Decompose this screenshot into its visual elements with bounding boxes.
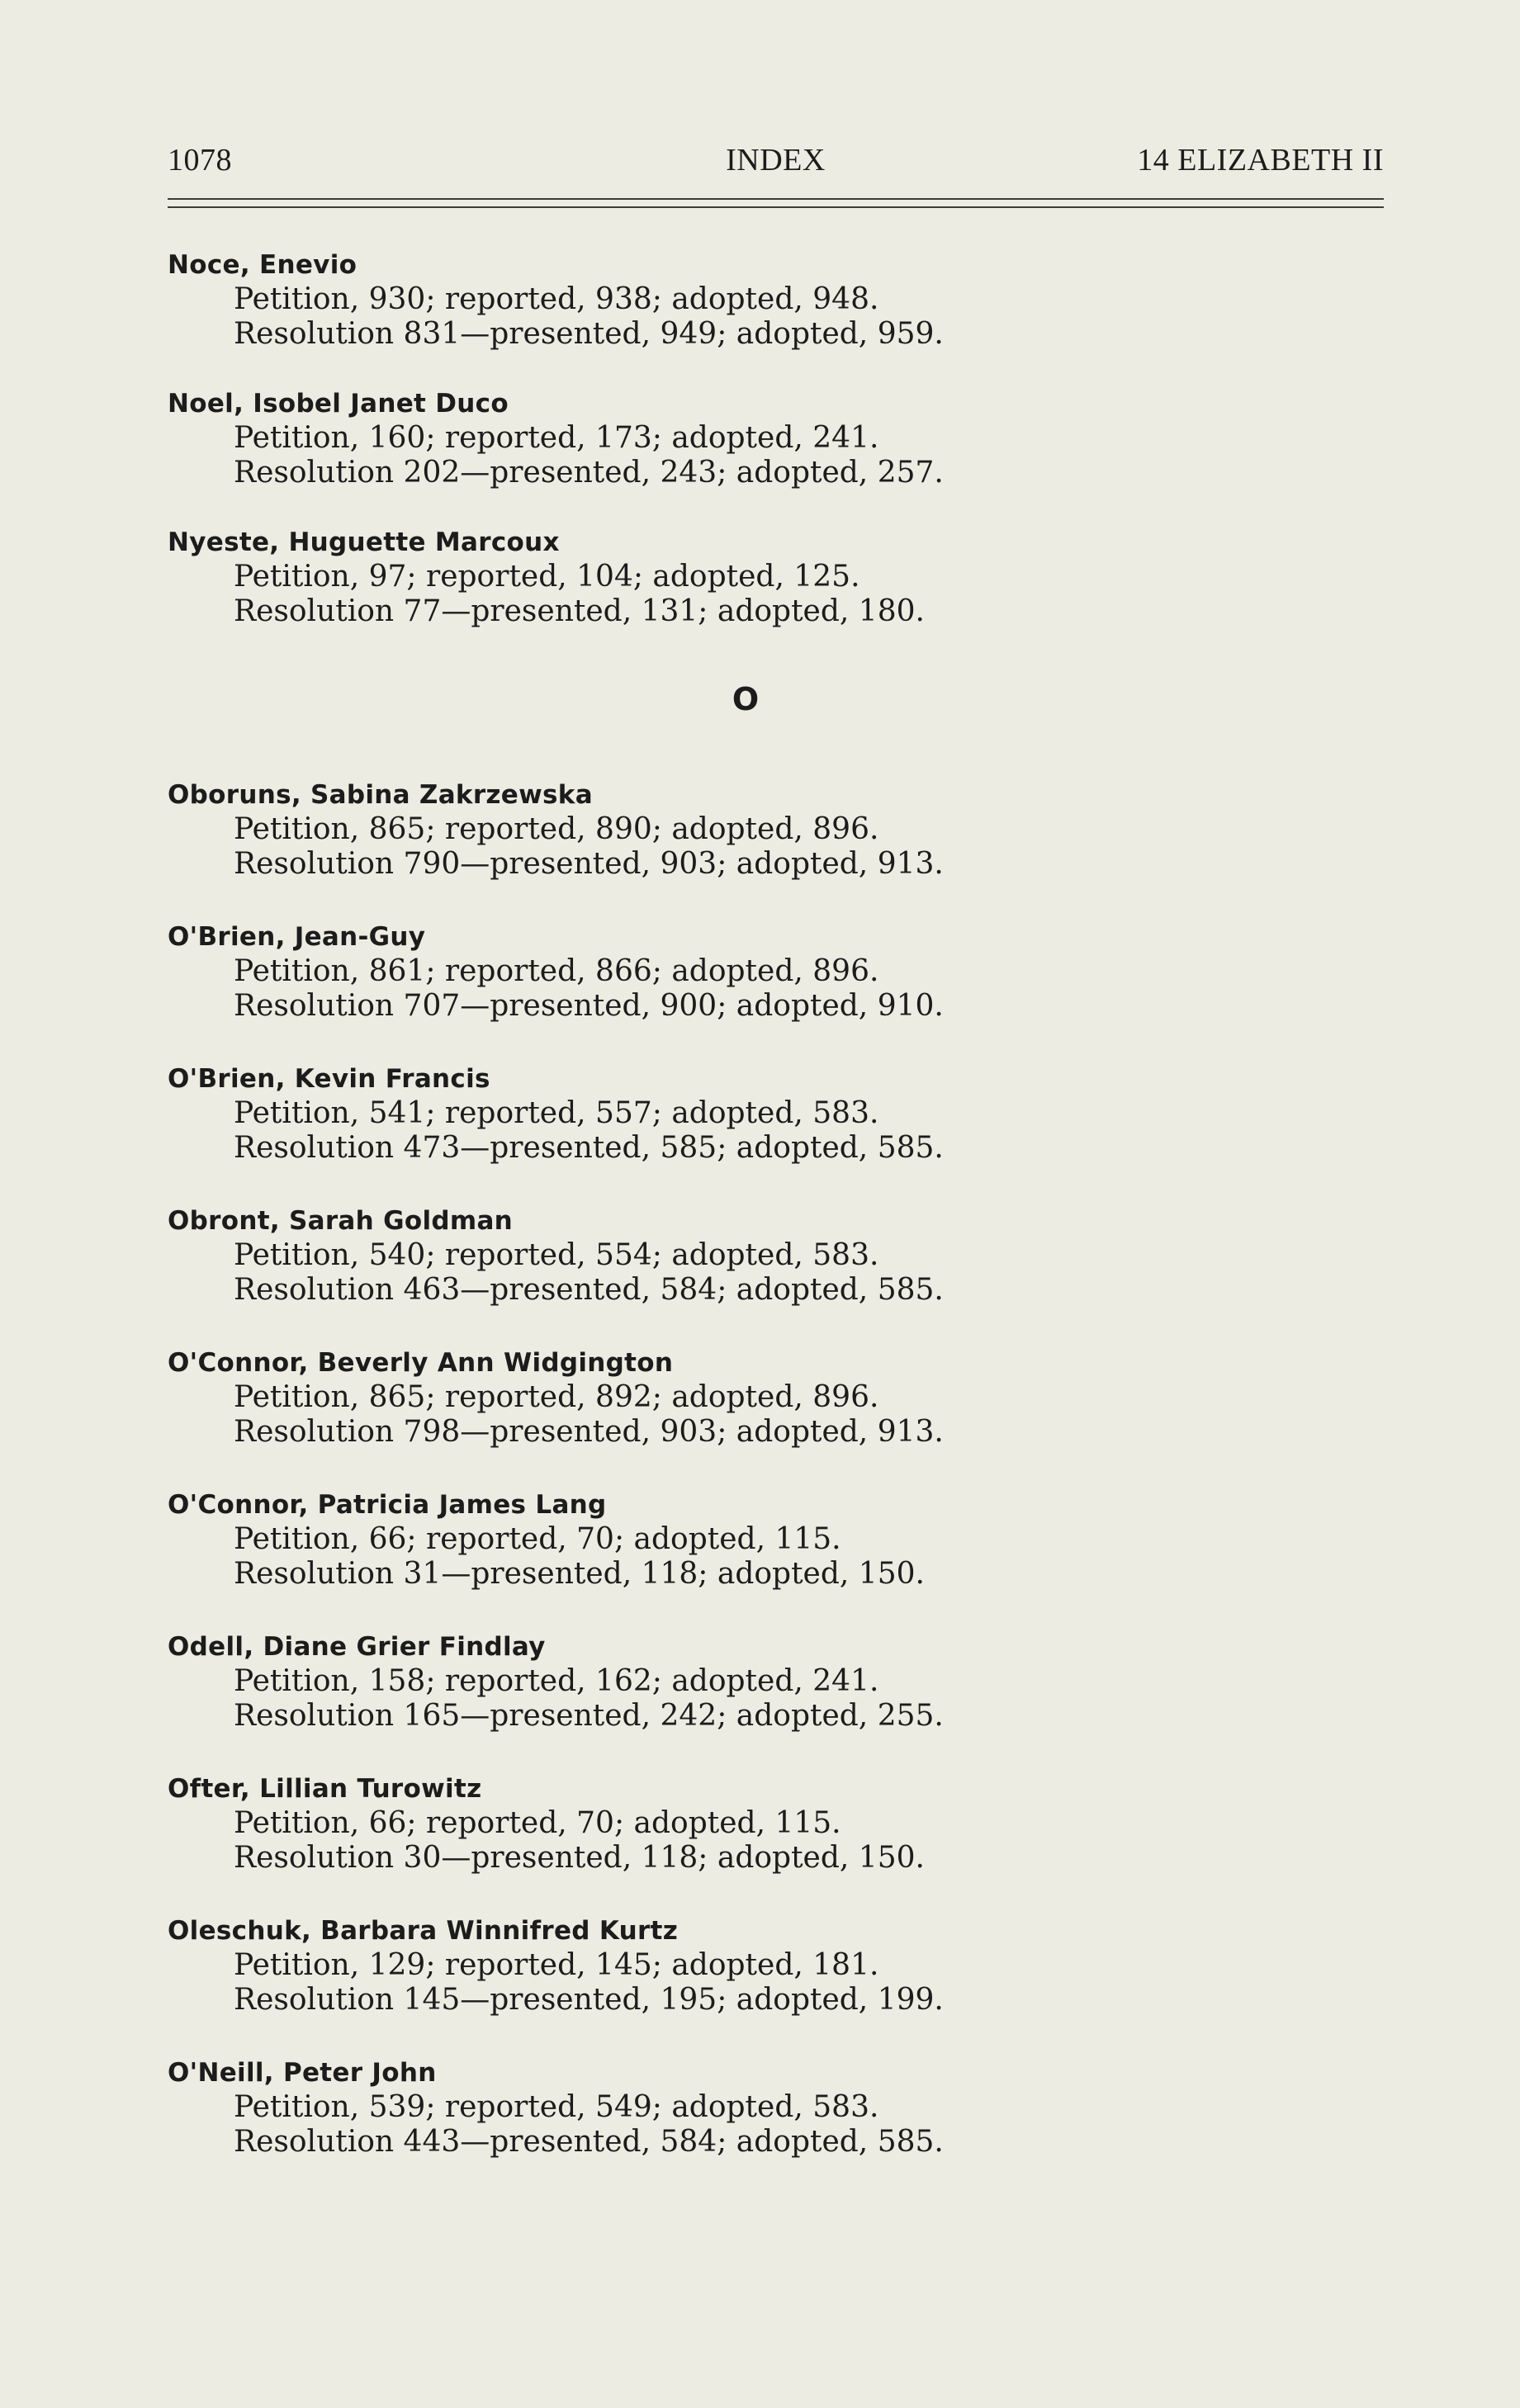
entry-name: Odell, Diane Grier Findlay <box>168 1632 546 1662</box>
entry-petition: Petition, 865; reported, 890; adopted, 896. <box>234 812 879 846</box>
entry-name: Oleschuk, Barbara Winnifred Kurtz <box>168 1916 679 1946</box>
entry-name: Ofter, Lillian Turowitz <box>168 1774 482 1804</box>
entry-petition: Petition, 930; reported, 938; adopted, 948. <box>234 282 879 316</box>
entry-name: O'Brien, Jean-Guy <box>168 922 426 952</box>
page-number: 1078 <box>168 143 232 177</box>
entry-petition: Petition, 539; reported, 549; adopted, 583. <box>234 2090 879 2124</box>
entry-resolution: Resolution 77—presented, 131; adopted, 180. <box>234 594 925 628</box>
entry-name: O'Neill, Peter John <box>168 2058 437 2088</box>
index-entries <box>168 248 1323 2160</box>
entry-name: O'Connor, Beverly Ann Widgington <box>168 1348 674 1378</box>
entry-resolution: Resolution 30—presented, 118; adopted, 150. <box>234 1841 925 1875</box>
entry-name: Noel, Isobel Janet Duco <box>168 389 509 419</box>
entry-resolution: Resolution 798—presented, 903; adopted, 913. <box>234 1415 944 1449</box>
entry-name: O'Brien, Kevin Francis <box>168 1064 490 1094</box>
index-entry <box>168 920 1323 1024</box>
entry-resolution: Resolution 31—presented, 118; adopted, 150. <box>234 1557 925 1591</box>
entry-petition: Petition, 97; reported, 104; adopted, 125. <box>234 560 860 594</box>
page-header <box>168 142 1384 183</box>
section-letter-heading: O <box>732 681 760 717</box>
entry-petition: Petition, 66; reported, 70; adopted, 115. <box>234 1522 841 1556</box>
entry-petition: Petition, 540; reported, 554; adopted, 583. <box>234 1238 879 1272</box>
header-double-rule <box>168 198 1384 208</box>
entry-petition: Petition, 66; reported, 70; adopted, 115. <box>234 1806 841 1840</box>
entry-resolution: Resolution 165—presented, 242; adopted, 255. <box>234 1699 944 1733</box>
index-entry <box>168 1914 1323 2018</box>
entry-resolution: Resolution 443—presented, 584; adopted, 585. <box>234 2125 944 2159</box>
index-entry <box>168 1630 1323 1734</box>
entry-name: Nyeste, Huguette Marcoux <box>168 527 560 557</box>
entry-resolution: Resolution 790—presented, 903; adopted, 913. <box>234 847 944 881</box>
entry-resolution: Resolution 145—presented, 195; adopted, 199. <box>234 1983 944 2017</box>
entry-petition: Petition, 541; reported, 557; adopted, 583. <box>234 1096 879 1130</box>
entry-petition: Petition, 160; reported, 173; adopted, 241. <box>234 421 879 455</box>
entry-petition: Petition, 129; reported, 145; adopted, 181. <box>234 1948 879 1982</box>
entry-name: Oboruns, Sabina Zakrzewska <box>168 780 593 810</box>
index-entry <box>168 1346 1323 1450</box>
entry-resolution: Resolution 202—presented, 243; adopted, 257. <box>234 456 944 490</box>
index-entry <box>168 2056 1323 2160</box>
index-entry <box>168 1062 1323 1166</box>
entry-resolution: Resolution 707—presented, 900; adopted, 910. <box>234 989 944 1023</box>
entry-petition: Petition, 865; reported, 892; adopted, 896. <box>234 1380 879 1414</box>
index-entry <box>168 1204 1323 1308</box>
entry-resolution: Resolution 473—presented, 585; adopted, 585. <box>234 1131 944 1165</box>
entry-petition: Petition, 861; reported, 866; adopted, 896. <box>234 954 879 988</box>
entry-name: Obront, Sarah Goldman <box>168 1206 514 1236</box>
entry-name: Noce, Enevio <box>168 250 358 280</box>
entry-resolution: Resolution 831—presented, 949; adopted, 959. <box>234 317 944 351</box>
entry-resolution: Resolution 463—presented, 584; adopted, 585. <box>234 1273 944 1307</box>
header-volume: 14 ELIZABETH II <box>1137 143 1384 177</box>
entry-petition: Petition, 158; reported, 162; adopted, 241. <box>234 1664 879 1698</box>
entry-name: O'Connor, Patricia James Lang <box>168 1490 607 1520</box>
index-entry <box>168 386 1323 490</box>
index-entry <box>168 1488 1323 1592</box>
index-entry <box>168 778 1323 882</box>
index-entry <box>168 525 1323 629</box>
header-title: INDEX <box>726 143 826 177</box>
index-entry <box>168 248 1323 352</box>
index-entry <box>168 1772 1323 1876</box>
